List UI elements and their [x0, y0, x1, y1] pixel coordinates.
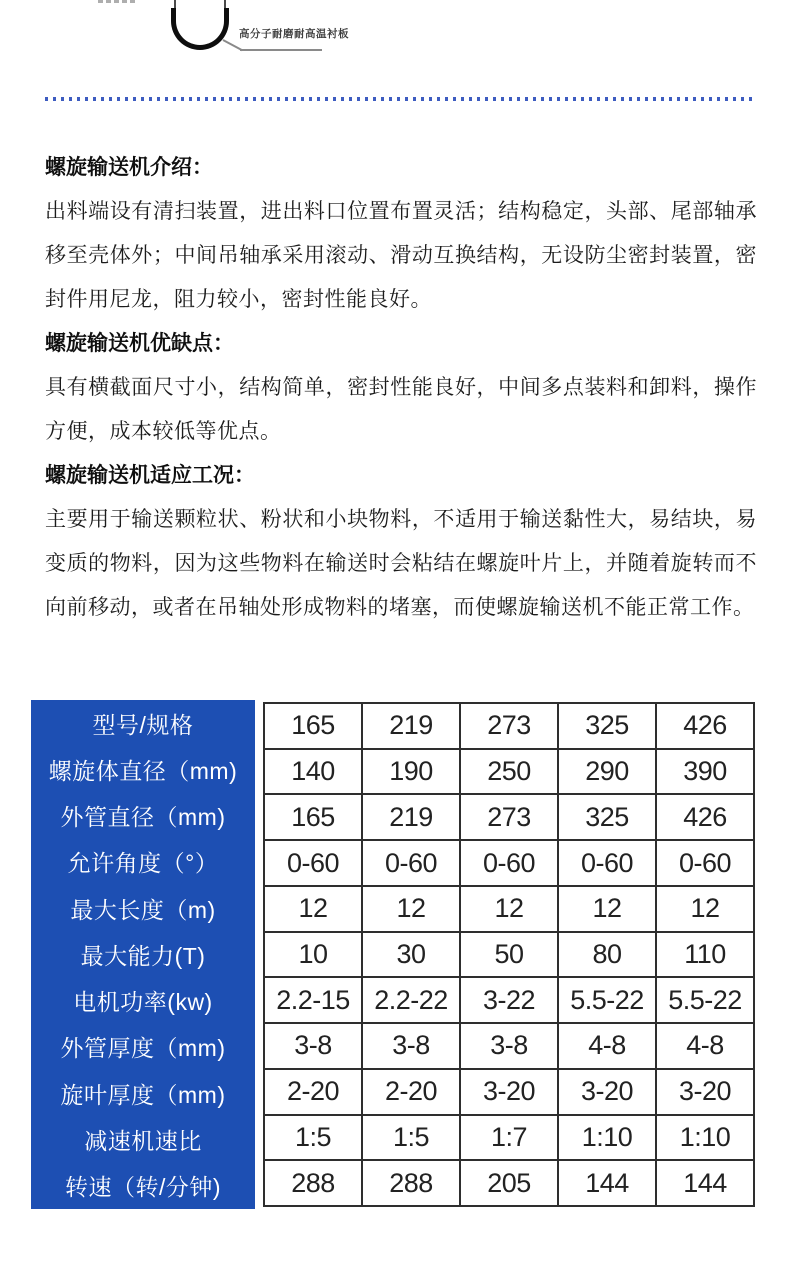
spec-cell: 12 — [461, 887, 557, 931]
spec-cell: 1:5 — [363, 1116, 459, 1160]
spec-cell: 4-8 — [559, 1024, 655, 1068]
spec-cell: 0-60 — [265, 841, 361, 885]
u-trough-shape — [171, 8, 229, 50]
spec-cell: 30 — [363, 933, 459, 977]
spec-cell: 288 — [265, 1161, 361, 1205]
spec-cell: 190 — [363, 750, 459, 794]
spec-label-col — [31, 700, 255, 1209]
spec-cell: 50 — [461, 933, 557, 977]
spec-cell: 219 — [363, 704, 459, 748]
section-heading-intro: 螺旋输送机介绍： — [45, 156, 213, 179]
spec-cell: 426 — [657, 704, 753, 748]
spec-row-label: 旋叶厚度（mm) — [60, 1081, 226, 1108]
spec-cell: 10 — [265, 933, 361, 977]
spec-cell: 2.2-22 — [363, 978, 459, 1022]
spec-cell: 140 — [265, 750, 361, 794]
spec-cell: 3-22 — [461, 978, 557, 1022]
spec-cell: 1:10 — [559, 1116, 655, 1160]
spec-row-label: 允许角度（°） — [67, 850, 219, 877]
spec-cell: 3-8 — [461, 1024, 557, 1068]
spec-cell: 250 — [461, 750, 557, 794]
section-heading-conditions: 螺旋输送机适应工况： — [45, 464, 255, 487]
spec-cell: 5.5-22 — [657, 978, 753, 1022]
spec-cell: 1:5 — [265, 1116, 361, 1160]
spec-cell: 5.5-22 — [559, 978, 655, 1022]
lining-plate-callout-label: 高分子耐磨耐高温衬板 — [239, 28, 349, 40]
spec-row-label: 电机功率(kw) — [73, 989, 213, 1016]
spec-cell: 3-8 — [265, 1024, 361, 1068]
spec-cell: 219 — [363, 795, 459, 839]
spec-cell: 2.2-15 — [265, 978, 361, 1022]
spec-cell: 12 — [657, 887, 753, 931]
spec-cell: 12 — [363, 887, 459, 931]
spec-cell: 80 — [559, 933, 655, 977]
cutoff-label-remnant — [98, 0, 138, 3]
section-heading-pros-cons: 螺旋输送机优缺点： — [45, 332, 234, 355]
spec-cell: 1:7 — [461, 1116, 557, 1160]
spec-cell: 2-20 — [265, 1070, 361, 1114]
callout-leader-line — [240, 49, 322, 51]
spec-cell: 0-60 — [363, 841, 459, 885]
spec-cell: 325 — [559, 704, 655, 748]
spec-cell: 390 — [657, 750, 753, 794]
spec-row-label: 转速（转/分钟) — [64, 1174, 222, 1201]
spec-row-label: 外管直径（mm) — [60, 804, 226, 831]
spec-cell: 12 — [559, 887, 655, 931]
spec-cell: 426 — [657, 795, 753, 839]
spec-grid — [263, 702, 755, 1207]
spec-cell: 165 — [265, 795, 361, 839]
spec-cell: 12 — [265, 887, 361, 931]
spec-cell: 3-20 — [461, 1070, 557, 1114]
spec-row-label: 最大能力(T) — [80, 942, 206, 969]
spec-cell: 273 — [461, 795, 557, 839]
article-body — [45, 146, 757, 630]
spec-cell: 205 — [461, 1161, 557, 1205]
spec-cell: 1:10 — [657, 1116, 753, 1160]
spec-row-label: 型号/规格 — [92, 711, 194, 738]
spec-cell: 3-20 — [559, 1070, 655, 1114]
spec-cell: 144 — [657, 1161, 753, 1205]
section-paragraph-intro: 出料端设有清扫装置，进出料口位置布置灵活；结构稳定，头部、尾部轴承移至壳体外；中间吊轴承采用滚动、滑动互换结构，无设防尘密封装置，密封件用尼龙，阻力较小，密封性能良好。 — [45, 200, 757, 311]
spec-cell: 2-20 — [363, 1070, 459, 1114]
section-paragraph-conditions: 主要用于输送颗粒状、粉状和小块物料，不适用于输送黏性大，易结块，易变质的物料，因为这些物料在输送时会粘结在螺旋叶片上，并随着旋转而不向前移动，或者在吊轴处形成物料的堵塞，而使螺旋输送机不能正常工作。 — [45, 508, 757, 619]
spec-row-label: 螺旋体直径（mm) — [48, 757, 238, 784]
spec-row-label: 外管厚度（mm) — [60, 1035, 226, 1062]
spec-cell: 165 — [265, 704, 361, 748]
spec-row-label: 减速机速比 — [84, 1128, 202, 1155]
spec-cell: 273 — [461, 704, 557, 748]
spec-cell: 0-60 — [559, 841, 655, 885]
spec-cell: 3-20 — [657, 1070, 753, 1114]
section-paragraph-pros-cons: 具有横截面尺寸小，结构简单，密封性能良好，中间多点装料和卸料，操作方便，成本较低等优点。 — [45, 376, 757, 443]
spec-cell: 0-60 — [657, 841, 753, 885]
spec-cell: 290 — [559, 750, 655, 794]
spec-cell: 4-8 — [657, 1024, 753, 1068]
spec-cell: 3-8 — [363, 1024, 459, 1068]
conveyor-cross-section-diagram — [0, 0, 800, 96]
spec-cell: 0-60 — [461, 841, 557, 885]
spec-cell: 288 — [363, 1161, 459, 1205]
spec-row-label: 最大长度（m) — [70, 896, 216, 923]
dotted-divider — [45, 97, 757, 101]
spec-cell: 325 — [559, 795, 655, 839]
spec-cell: 144 — [559, 1161, 655, 1205]
spec-cell: 110 — [657, 933, 753, 977]
spec-table — [31, 700, 755, 1209]
